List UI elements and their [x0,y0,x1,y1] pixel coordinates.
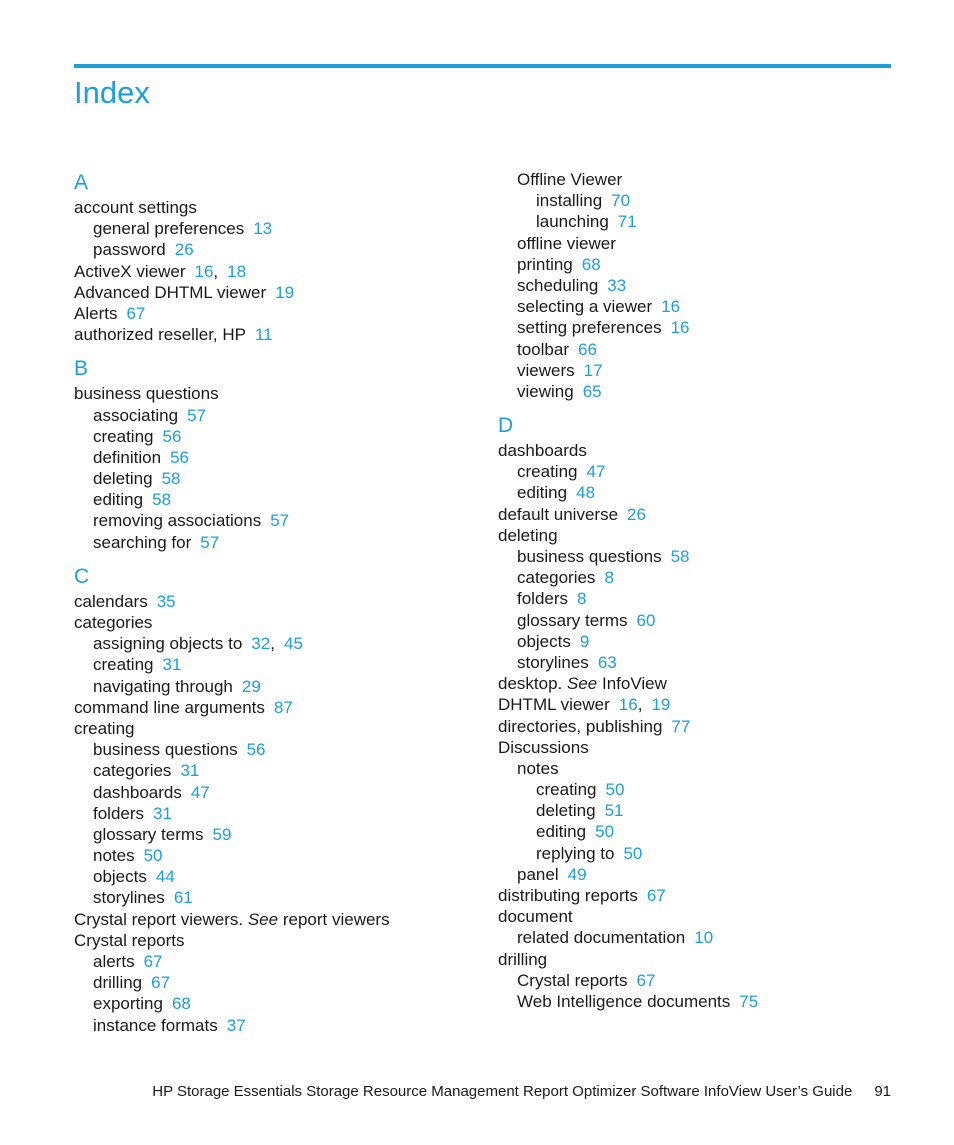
index-entry [74,261,474,282]
page-separator: , [270,634,275,654]
index-section [498,169,898,402]
index-entry [74,782,474,803]
see-target: InfoView [601,674,667,694]
entry-term: creating [517,462,578,482]
header-rule [74,64,891,68]
page-link[interactable]: 71 [617,212,637,232]
entry-term: editing [93,490,144,510]
index-entry [74,824,474,845]
page-link[interactable]: 8 [604,568,614,588]
entry-term: replying to [536,843,615,863]
see-target: report viewers [282,909,390,929]
index-entry [74,972,474,993]
entry-term: glossary terms [517,610,628,630]
page-link[interactable]: 32 [251,634,271,654]
index-entry [498,991,898,1012]
index-entry [74,447,474,468]
entry-term: setting preferences [517,318,662,338]
index-entry [74,697,474,718]
index-section [74,563,474,1036]
index-entry [498,970,898,991]
entry-term: notes [93,846,135,866]
section-letter: C [74,564,90,588]
index-entry [498,843,898,864]
page-link[interactable]: 16 [194,261,214,281]
entry-term: assigning objects to [93,634,243,654]
index-entry [498,716,898,737]
entry-term: exporting [93,994,163,1014]
entry-term: account settings [74,198,197,217]
entry-term: searching for [93,532,192,552]
entry-term: alerts [93,952,135,971]
entry-term: folders [93,803,145,823]
entry-term: ActiveX viewer [74,261,186,281]
page-link[interactable]: 50 [595,822,615,842]
entry-term: categories [74,613,153,632]
entry-term: launching [536,212,609,232]
entry-term: Crystal report viewers. [74,909,244,929]
entry-term: deleting [93,469,153,489]
index-entry [498,652,898,673]
index-entry [498,275,898,296]
index-entry [74,468,474,489]
entry-term: installing [536,191,603,211]
index-column-right [498,169,898,1022]
page-link[interactable]: 44 [155,867,175,887]
index-entry [498,254,898,275]
index-entry [74,532,474,553]
index-entry [498,821,898,842]
index-entry [498,461,898,482]
page-link[interactable]: 65 [582,381,602,401]
page-link[interactable]: 31 [153,803,172,823]
page-link[interactable]: 58 [161,469,181,489]
page-link[interactable]: 18 [227,261,247,281]
index-entry [74,803,474,824]
index-entry [498,296,898,317]
footer-guide-title: HP Storage Essentials Storage Resource Management Report Optimizer Software InfoView User’s Guide [152,1083,853,1100]
entry-term: Advanced DHTML viewer [74,282,267,302]
index-entry [74,489,474,510]
entry-term: dashboards [93,782,182,802]
page-link[interactable]: 50 [605,780,625,800]
entry-term: editing [517,483,568,503]
entry-term: storylines [517,652,589,672]
index-entry [498,567,898,588]
page-link[interactable]: 10 [694,928,714,948]
entry-term: calendars [74,591,148,611]
page-link[interactable]: 66 [577,339,597,359]
index-entry [498,504,898,525]
entry-term: navigating through [93,676,233,696]
index-entry [74,866,474,887]
index-entry [498,525,898,546]
index-entry [498,169,898,190]
index-entry [498,339,898,360]
entry-term: viewing [517,381,574,401]
index-entry [498,233,898,254]
entry-term: default universe [498,504,619,524]
entry-term: Web Intelligence documents [517,991,731,1011]
index-entry [498,190,898,211]
entry-term: printing [517,254,573,274]
entry-term: deleting [536,801,596,821]
entry-term: folders [517,589,569,609]
entry-term: categories [517,568,596,588]
page-link[interactable]: 47 [586,462,606,482]
entry-term: related documentation [517,928,686,948]
entry-term: associating [93,405,179,425]
entry-term: categories [93,761,172,781]
index-entry [74,591,474,612]
entry-term: offline viewer [517,233,616,253]
entry-term: toolbar [517,339,569,359]
index-entry [498,546,898,567]
entry-term: dashboards [498,441,587,461]
index-entry [74,197,474,218]
page-link[interactable]: 29 [241,676,261,696]
see-reference: See [567,674,598,694]
page-link[interactable]: 56 [170,447,189,467]
index-section [498,412,898,1012]
entry-term: viewers [517,360,575,380]
index-entry [498,779,898,800]
index-entry [498,211,898,232]
index-section [74,355,474,553]
entry-term: password [93,240,166,260]
entry-term: removing associations [93,511,262,531]
page-link[interactable]: 26 [174,240,194,260]
index-entry [74,218,474,239]
page-footer [0,1082,891,1102]
index-entry [74,282,474,303]
see-reference: See [247,909,279,929]
index-entry [498,588,898,609]
page-link[interactable]: 48 [576,483,596,503]
page-separator: , [637,695,643,715]
index-entry [74,951,474,972]
entry-term: command line arguments [74,697,265,717]
page-link[interactable]: 19 [275,282,295,302]
entry-term: objects [517,631,571,651]
page-link[interactable]: 67 [143,952,163,971]
index-entry [74,676,474,697]
page-link[interactable]: 87 [273,697,293,717]
index-entry [498,927,898,948]
entry-term: glossary terms [93,824,204,844]
page-separator: , [213,261,219,281]
entry-term: panel [517,864,559,884]
page-link[interactable]: 56 [162,426,182,446]
page-link[interactable]: 63 [597,652,617,672]
entry-term: business questions [74,384,219,404]
index-entry [74,1015,474,1036]
index-entry [498,758,898,779]
page-link[interactable]: 33 [607,275,627,295]
page-link[interactable]: 31 [162,655,182,675]
page-link[interactable]: 57 [270,511,290,531]
page-link[interactable]: 51 [604,801,624,821]
entry-term: Crystal reports [517,970,628,990]
page-link[interactable]: 70 [611,191,631,211]
entry-term: business questions [93,740,238,760]
index-entry [74,383,474,404]
page-link[interactable]: 9 [579,631,590,651]
page-link[interactable]: 31 [180,761,200,781]
page-link[interactable]: 67 [646,886,666,905]
index-entry [498,381,898,402]
index-entry [498,631,898,652]
page-link[interactable]: 56 [246,740,266,760]
index-entry [74,930,474,951]
index-entry [74,887,474,908]
entry-term: Alerts [74,303,118,323]
section-letter: A [74,171,89,194]
index-entry [498,673,898,694]
page-link[interactable]: 49 [567,864,587,884]
page-link[interactable]: 77 [671,716,691,736]
entry-term: DHTML viewer [498,695,610,715]
index-entry [74,303,474,324]
index-entry [74,239,474,260]
page-title: Index [74,75,150,110]
entry-term: selecting a viewer [517,297,653,317]
page-link[interactable]: 68 [581,254,601,274]
index-entry [498,482,898,503]
index-entry [74,405,474,426]
entry-term: general preferences [93,219,245,239]
page-link[interactable]: 57 [187,405,206,425]
entry-term: Offline Viewer [517,170,623,189]
entry-term: directories, publishing [498,716,663,736]
entry-term: notes [517,758,559,778]
page-link[interactable]: 67 [126,303,146,323]
page-link[interactable]: 75 [739,991,759,1011]
index-entry [74,633,474,654]
index-entry [498,906,898,927]
entry-term: scheduling [517,275,599,295]
entry-term: creating [93,655,154,675]
page-link[interactable]: 59 [212,824,232,844]
entry-term: drilling [93,973,143,993]
entry-term: objects [93,867,147,887]
index-entry [498,694,898,715]
page-link[interactable]: 68 [171,994,191,1014]
entry-term: creating [74,718,135,738]
entry-term: editing [536,822,587,842]
page-link[interactable]: 17 [583,360,603,380]
index-entry [74,739,474,760]
index-entry [74,654,474,675]
section-letter: B [74,357,89,381]
page-link[interactable]: 60 [636,610,656,630]
entry-term: document [498,907,573,927]
page-link[interactable]: 11 [254,325,273,345]
page-link[interactable]: 58 [152,490,172,510]
index-entry [74,324,474,345]
entry-term: authorized reseller, HP [74,325,246,345]
entry-term: storylines [93,888,165,908]
entry-term: creating [93,426,154,446]
entry-term: distributing reports [498,886,638,905]
index-entry [74,993,474,1014]
page-link[interactable]: 50 [623,843,643,863]
page-link[interactable]: 47 [190,782,210,802]
index-entry [498,317,898,338]
page-link[interactable]: 8 [577,589,587,609]
index-section [74,169,474,345]
page-link[interactable]: 50 [143,846,163,866]
page-link[interactable]: 67 [636,970,656,990]
index-entry [498,864,898,885]
page-link[interactable]: 16 [670,318,690,338]
page-number: 91 [874,1083,891,1100]
page-link[interactable]: 58 [670,547,690,566]
index-entry [498,800,898,821]
entry-term: business questions [517,547,662,566]
index-entry [498,737,898,758]
index-entry [498,440,898,461]
entry-term: creating [536,780,597,800]
index-entry [74,612,474,633]
page-link[interactable]: 16 [661,297,681,317]
page-link[interactable]: 67 [151,973,171,993]
page-link[interactable]: 13 [253,219,273,239]
entry-term: instance formats [93,1015,218,1035]
index-entry [498,610,898,631]
index-entry [498,360,898,381]
index-entry [498,949,898,970]
entry-term: definition [93,447,162,467]
page-link[interactable]: 57 [200,532,220,552]
entry-term: Discussions [498,737,589,757]
page-link[interactable]: 19 [651,695,671,715]
entry-term: deleting [498,525,558,545]
index-entry [74,718,474,739]
page-link[interactable]: 37 [226,1015,246,1035]
index-entry [74,426,474,447]
entry-term: Crystal reports [74,930,185,950]
page-link[interactable]: 61 [173,888,193,908]
index-entry [74,760,474,781]
index-column-left [74,169,474,1046]
index-entry [74,510,474,531]
index-entry [74,845,474,866]
entry-term: desktop. [498,674,563,694]
page-link[interactable]: 26 [627,504,646,524]
section-letter: D [498,414,514,438]
entry-term: drilling [498,949,548,969]
page-link[interactable]: 16 [618,695,638,715]
index-entry [74,909,474,930]
page-link[interactable]: 45 [283,634,303,654]
index-entry [498,885,898,906]
page-link[interactable]: 35 [156,591,176,611]
